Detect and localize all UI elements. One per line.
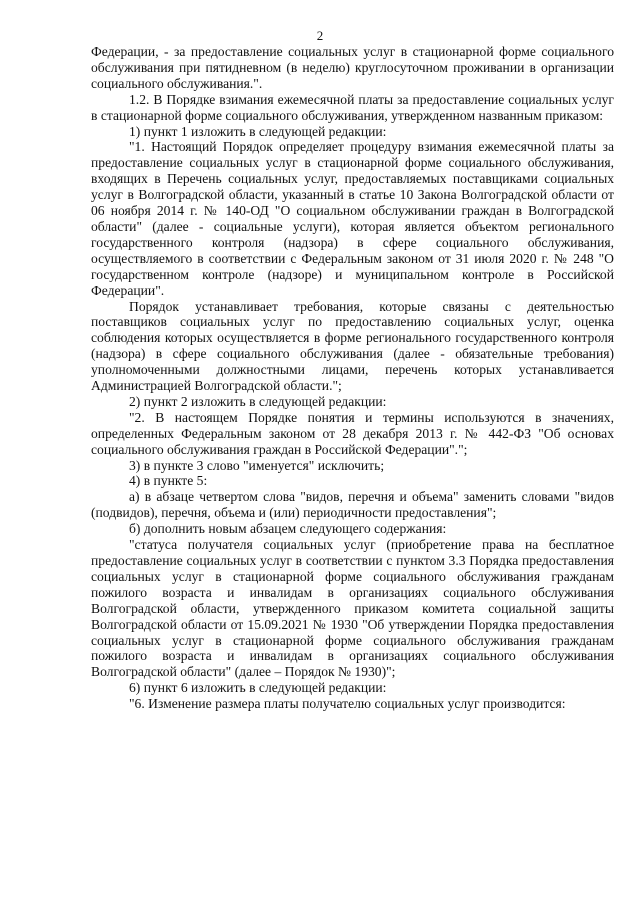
document-body [91, 44, 614, 712]
paragraph: б) дополнить новым абзацем следующего содержания: [129, 521, 447, 537]
paragraph: "6. Изменение размера платы получателю социальных услуг производится: [129, 696, 566, 712]
paragraph: Порядок устанавливает требования, которые связаны с деятельностью поставщиков социальных услуг по предоставлению социальных услуг, оценка соблюдения которых осуществляется в форме регионального государственного контроля (надзора) в сфере социального обслуживания (далее - обязательные требования) уполномоченными должностными лицами, перечень которых устанавливается Администрацией Волгоградской области."; [91, 298, 614, 394]
paragraph: 1.2. В Порядке взимания ежемесячной платы за предоставление социальных услуг в стационарной форме социального обслуживания, утвержденном названным приказом: [91, 91, 614, 123]
paragraph: Федерации, - за предоставление социальных услуг в стационарной форме социального обслуживания при пятидневном (в неделю) круглосуточном проживании в организации социального обслуживания.". [91, 44, 614, 91]
paragraph: "статуса получателя социальных услуг (приобретение права на бесплатное предоставление социальных услуг в соответствии с пунктом 3.3 Порядка предоставления социальных услуг в стационарной форме социального обслуживания гражданам пожилого возраста и инвалидам в организациях социального обслуживания Волгоградской области, утвержденного приказом комитета социальной защиты Волгоградской области от 15.09.2021 № 1930 "Об утверждении Порядка предоставления социальных услуг в стационарной форме социального обслуживания гражданам пожилого возраста и инвалидам в организациях социального обслуживания Волгоградской области" (далее – Порядок № 1930)"; [91, 537, 614, 680]
page-number: 2 [316, 28, 324, 43]
paragraph: 6) пункт 6 изложить в следующей редакции: [129, 680, 387, 696]
paragraph: 4) в пункте 5: [129, 473, 208, 489]
paragraph: 3) в пункте 3 слово "именуется" исключить; [129, 457, 385, 473]
paragraph: а) в абзаце четвертом слова "видов, перечня и объема" заменить словами "видов (подвидов), перечня, объема и (или) периодичности предоставления"; [91, 489, 614, 521]
paragraph: 2) пункт 2 изложить в следующей редакции: [129, 393, 387, 409]
paragraph: "1. Настоящий Порядок определяет процедуру взимания ежемесячной платы за предоставление социальных услуг в стационарной форме социального обслуживания, входящих в Перечень социальных услуг, предоставляемых поставщиками социальных услуг в Волгоградской области, указанный в статье 10 Закона Волгоградской области от 06 ноября 2014 г. № 140-ОД "О социальном обслуживании граждан в Волгоградской области" (далее - социальные услуги), которая является объектом регионального государственного контроля (надзора) в сфере социального обслуживания, осуществляемого в соответствии с Федеральным законом от 31 июля 2020 г. № 248 "О государственном контроле (надзоре) и муниципальном контроле в Российской Федерации". [91, 139, 614, 298]
paragraph: 1) пункт 1 изложить в следующей редакции: [129, 123, 387, 139]
paragraph: "2. В настоящем Порядке понятия и термины используются в значениях, определенных Федеральным законом от 28 декабря 2013 г. № 442-ФЗ "Об основах социального обслуживания граждан в Российской Федерации"."; [91, 409, 614, 457]
